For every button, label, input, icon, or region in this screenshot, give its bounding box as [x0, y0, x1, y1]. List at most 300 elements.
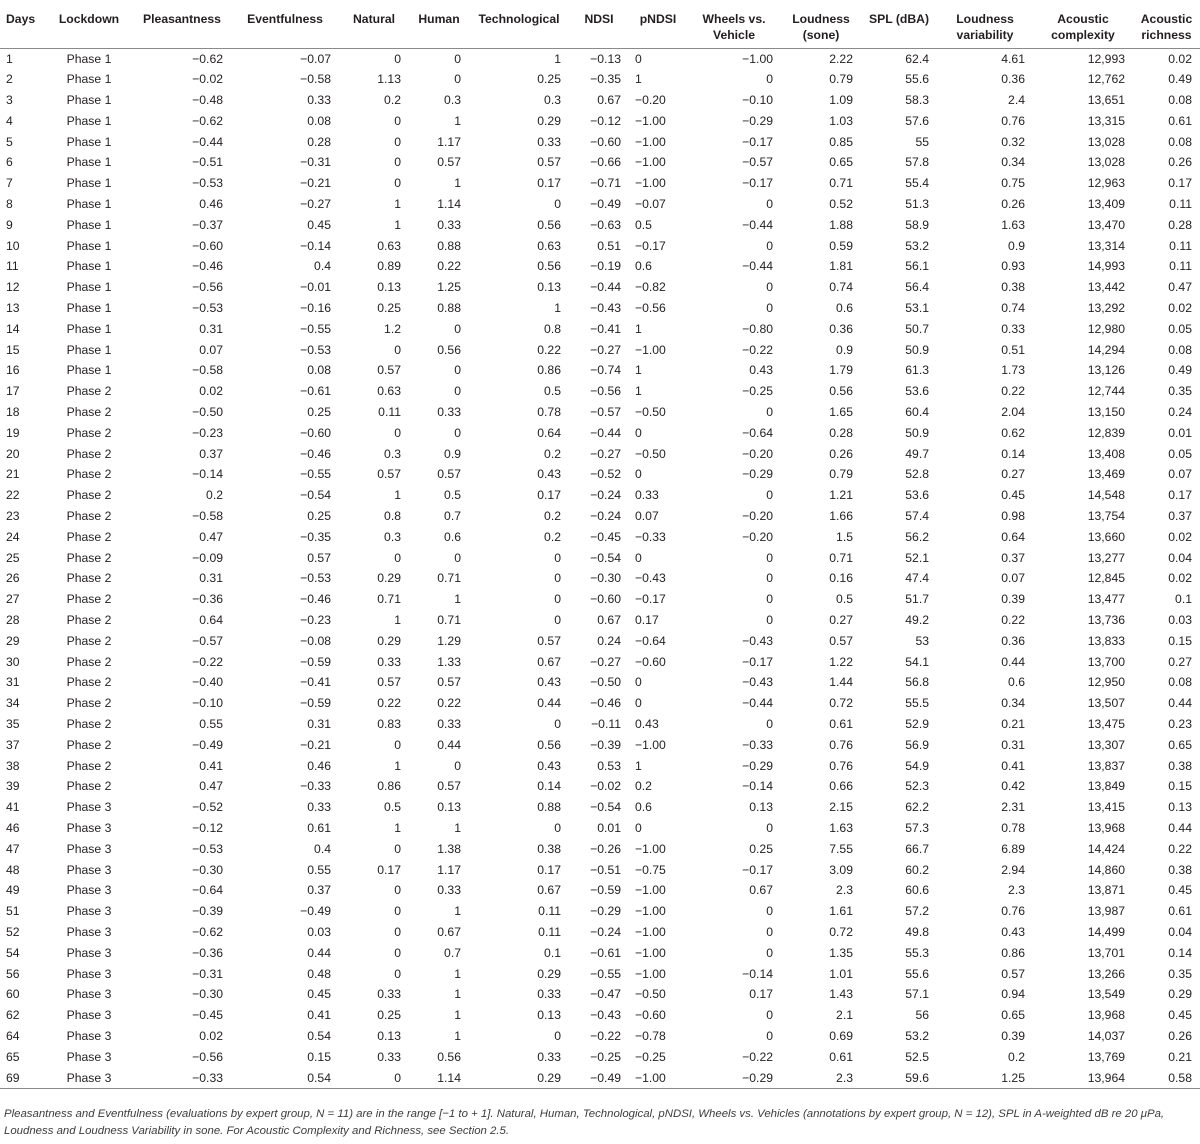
cell-lockdown: Phase 2 [66, 405, 112, 420]
cell-lockdown: Phase 1 [66, 176, 112, 191]
cell-days: 23 [6, 509, 20, 524]
cell-wheels-vs-vehicle: 0.17 [749, 987, 773, 1002]
cell-pndsi: 1 [635, 758, 642, 773]
cell-natural: 1.2 [384, 321, 401, 336]
cell-loudness-sone: 2.22 [829, 51, 853, 66]
cell-natural: 0.33 [377, 654, 401, 669]
cell-loudness-variability: 0.62 [1001, 425, 1025, 440]
cell-pndsi: 1 [635, 384, 642, 399]
cell-pndsi: −1.00 [635, 841, 666, 856]
cell-technological: 0.3 [544, 93, 561, 108]
cell-eventfulness: −0.21 [300, 737, 331, 752]
cell-acoustic-complexity: 13,470 [1087, 217, 1125, 232]
cell-acoustic-richness: 0.01 [1168, 425, 1192, 440]
cell-human: 0.88 [437, 238, 461, 253]
cell-loudness-variability: 0.78 [1001, 820, 1025, 835]
cell-pleasantness: 0.64 [199, 613, 223, 628]
cell-loudness-sone: 0.28 [829, 425, 853, 440]
cell-pndsi: −0.33 [635, 529, 666, 544]
cell-days: 4 [6, 113, 13, 128]
cell-ndsi: −0.22 [590, 1028, 621, 1043]
cell-loudness-sone: 1.21 [829, 488, 853, 503]
cell-spl-dba: 57.6 [905, 113, 929, 128]
cell-loudness-variability: 0.6 [1008, 675, 1025, 690]
table-row [0, 901, 1200, 922]
cell-natural: 0 [394, 51, 401, 66]
cell-spl-dba: 57.1 [905, 987, 929, 1002]
cell-wheels-vs-vehicle: 0 [766, 924, 773, 939]
cell-pndsi: −1.00 [635, 945, 666, 960]
cell-acoustic-richness: 0.49 [1168, 363, 1192, 378]
cell-lockdown: Phase 3 [66, 945, 112, 960]
cell-pndsi: −1.00 [635, 113, 666, 128]
cell-loudness-variability: 0.39 [1001, 592, 1025, 607]
cell-eventfulness: −0.23 [300, 613, 331, 628]
cell-pleasantness: −0.44 [192, 134, 223, 149]
cell-loudness-variability: 0.45 [1001, 488, 1025, 503]
cell-loudness-sone: 0.6 [836, 301, 853, 316]
cell-eventfulness: −0.31 [300, 155, 331, 170]
cell-days: 17 [6, 384, 20, 399]
cell-pleasantness: −0.33 [133, 1068, 231, 1089]
cell-natural: 0 [394, 945, 401, 960]
cell-loudness-variability: 0.38 [1001, 280, 1025, 295]
table-row [0, 1047, 1200, 1068]
cell-days: 15 [6, 342, 20, 357]
cell-spl-dba: 52.1 [905, 550, 929, 565]
cell-natural: 1 [394, 488, 401, 503]
cell-loudness-sone: 0.52 [829, 197, 853, 212]
cell-natural: 0 [394, 883, 401, 898]
cell-technological: 0.2 [544, 529, 561, 544]
cell-days: 46 [6, 820, 20, 835]
cell-acoustic-complexity: 12,963 [1087, 176, 1125, 191]
cell-human: 0.71 [437, 571, 461, 586]
cell-days: 12 [6, 280, 20, 295]
cell-spl-dba: 57.2 [905, 904, 929, 919]
cell-loudness-sone: 0.61 [829, 1049, 853, 1064]
cell-pleasantness: −0.58 [192, 363, 223, 378]
cell-eventfulness: 0.57 [307, 550, 331, 565]
cell-wheels-vs-vehicle: −0.29 [742, 758, 773, 773]
cell-loudness-variability: 2.4 [1008, 93, 1025, 108]
table-row [0, 735, 1200, 756]
cell-loudness-sone: 0.65 [829, 155, 853, 170]
cell-human: 0 [454, 51, 461, 66]
cell-wheels-vs-vehicle: −0.29 [742, 467, 773, 482]
cell-wheels-vs-vehicle: 0 [766, 550, 773, 565]
cell-pleasantness: 0.47 [199, 529, 223, 544]
cell-lockdown: Phase 1 [66, 155, 112, 170]
cell-days: 19 [6, 425, 20, 440]
cell-loudness-variability: 2.3 [1008, 883, 1025, 898]
cell-acoustic-complexity: 13,150 [1087, 405, 1125, 420]
cell-human: 0.7 [444, 509, 461, 524]
table-row [0, 111, 1200, 132]
cell-days: 29 [6, 633, 20, 648]
cell-loudness-variability: 0.98 [1001, 509, 1025, 524]
cell-technological: 0.56 [537, 737, 561, 752]
cell-ndsi: 0.67 [597, 613, 621, 628]
cell-spl-dba: 52.5 [905, 1049, 929, 1064]
cell-technological: 0.2 [544, 509, 561, 524]
cell-eventfulness: −0.16 [300, 301, 331, 316]
cell-lockdown: Phase 3 [66, 862, 112, 877]
cell-ndsi: −0.44 [590, 425, 621, 440]
cell-days: 27 [6, 592, 20, 607]
cell-loudness-sone: 2.15 [829, 800, 853, 815]
cell-technological: 0.29 [469, 1068, 569, 1089]
cell-lockdown: Phase 2 [66, 425, 112, 440]
cell-lockdown: Phase 2 [66, 654, 112, 669]
cell-acoustic-richness: 0.02 [1168, 529, 1192, 544]
cell-ndsi: −0.45 [590, 529, 621, 544]
cell-lockdown: Phase 3 [66, 800, 112, 815]
cell-wheels-vs-vehicle: 0 [766, 571, 773, 586]
cell-acoustic-complexity: 13,475 [1087, 717, 1125, 731]
cell-natural: 0 [394, 425, 401, 440]
table-row [0, 548, 1200, 569]
cell-wheels-vs-vehicle: −0.44 [742, 217, 773, 232]
cell-eventfulness: 0.54 [307, 1028, 331, 1043]
cell-human: 0.56 [437, 1049, 461, 1064]
cell-human: 0.22 [437, 259, 461, 274]
cell-acoustic-complexity: 13,028 [1087, 155, 1125, 170]
cell-loudness-variability: 0.74 [1001, 301, 1025, 316]
cell-days: 38 [6, 758, 20, 773]
cell-days: 14 [6, 321, 20, 336]
cell-loudness-variability: 0.65 [1001, 1008, 1025, 1023]
cell-natural: 0.5 [384, 800, 401, 815]
cell-pndsi: 0 [635, 696, 642, 711]
table-row [0, 797, 1200, 818]
cell-lockdown: Phase 1 [66, 280, 112, 295]
cell-days: 48 [6, 862, 20, 877]
cell-ndsi: −0.54 [590, 550, 621, 565]
cell-eventfulness: 0.31 [307, 717, 331, 731]
cell-wheels-vs-vehicle: −0.44 [742, 259, 773, 274]
cell-eventfulness: 0.61 [307, 820, 331, 835]
cell-wheels-vs-vehicle: −1.00 [742, 51, 773, 66]
cell-pndsi: 0 [635, 51, 642, 66]
column-header-ndsi: NDSI [569, 0, 629, 48]
cell-human: 0 [454, 550, 461, 565]
cell-human: 0.44 [437, 737, 461, 752]
cell-pndsi: 0.07 [635, 509, 659, 524]
column-header-acoustic-richness: Acoustic richness [1133, 0, 1200, 48]
cell-spl-dba: 58.3 [905, 93, 929, 108]
cell-wheels-vs-vehicle: 0 [766, 820, 773, 835]
cell-loudness-variability: 0.44 [1001, 654, 1025, 669]
table-row [0, 714, 1200, 735]
cell-days: 24 [6, 529, 20, 544]
cell-pndsi: −1.00 [635, 904, 666, 919]
column-header-human: Human [409, 0, 469, 48]
cell-pndsi: −0.64 [635, 633, 666, 648]
cell-loudness-sone: 3.09 [829, 862, 853, 877]
cell-wheels-vs-vehicle: −0.44 [742, 696, 773, 711]
cell-spl-dba: 49.2 [905, 613, 929, 628]
cell-technological: 0.1 [544, 945, 561, 960]
cell-pndsi: −0.20 [635, 93, 666, 108]
cell-pndsi: −1.00 [635, 883, 666, 898]
cell-pndsi: −0.50 [635, 987, 666, 1002]
column-header-acoustic-complexity: Acoustic complexity [1033, 0, 1133, 48]
cell-pleasantness: −0.58 [192, 509, 223, 524]
cell-acoustic-richness: 0.05 [1168, 446, 1192, 461]
cell-eventfulness: −0.07 [300, 51, 331, 66]
cell-loudness-variability: 2.31 [1001, 800, 1025, 815]
cell-natural: 0.17 [377, 862, 401, 877]
cell-spl-dba: 66.7 [905, 841, 929, 856]
cell-pleasantness: −0.50 [192, 405, 223, 420]
cell-eventfulness: −0.21 [300, 176, 331, 191]
cell-pndsi: −0.25 [635, 1049, 666, 1064]
cell-pleasantness: 0.55 [199, 717, 223, 731]
cell-spl-dba: 62.2 [905, 800, 929, 815]
table-row [0, 381, 1200, 402]
cell-eventfulness: −0.60 [300, 425, 331, 440]
cell-days: 9 [6, 217, 13, 232]
cell-technological: 0.63 [537, 238, 561, 253]
cell-pndsi: −0.43 [635, 571, 666, 586]
cell-ndsi: −0.27 [590, 446, 621, 461]
cell-technological: 0.22 [537, 342, 561, 357]
cell-spl-dba: 52.9 [905, 717, 929, 731]
cell-pleasantness: −0.62 [192, 51, 223, 66]
cell-technological: 0 [554, 613, 561, 628]
cell-acoustic-complexity: 13,660 [1087, 529, 1125, 544]
cell-pndsi: −0.17 [635, 238, 666, 253]
header-row [0, 0, 1200, 48]
table-row [0, 672, 1200, 693]
cell-lockdown: Phase 2 [66, 550, 112, 565]
cell-loudness-sone: 1.03 [829, 113, 853, 128]
cell-days: 6 [6, 155, 13, 170]
cell-loudness-variability: 2.94 [1001, 862, 1025, 877]
cell-lockdown: Phase 2 [66, 737, 112, 752]
cell-loudness-variability: 0.22 [1001, 384, 1025, 399]
cell-acoustic-complexity: 13,549 [1087, 987, 1125, 1002]
cell-pndsi: 0.6 [635, 800, 652, 815]
cell-loudness-variability: 0.37 [1001, 550, 1025, 565]
cell-wheels-vs-vehicle: −0.20 [742, 529, 773, 544]
cell-pleasantness: 0.46 [199, 197, 223, 212]
column-header-lockdown: Lockdown [45, 0, 133, 48]
cell-loudness-sone: 7.55 [829, 841, 853, 856]
cell-eventfulness: 0.37 [307, 883, 331, 898]
column-header-loudness-sone: Loudness (sone) [781, 0, 861, 48]
cell-loudness-sone: 2.3 [781, 1068, 861, 1089]
cell-days: 10 [6, 238, 20, 253]
table-row [0, 69, 1200, 90]
cell-acoustic-complexity: 13,314 [1087, 238, 1125, 253]
cell-wheels-vs-vehicle: −0.14 [742, 779, 773, 794]
cell-natural: 0.25 [377, 301, 401, 316]
cell-wheels-vs-vehicle: 0 [766, 238, 773, 253]
cell-eventfulness: −0.46 [300, 446, 331, 461]
table-row [0, 48, 1200, 69]
cell-human: 1 [454, 820, 461, 835]
cell-pleasantness: 0.02 [199, 1028, 223, 1043]
cell-eventfulness: −0.59 [300, 696, 331, 711]
cell-pleasantness: −0.36 [192, 592, 223, 607]
cell-ndsi: −0.60 [590, 134, 621, 149]
cell-pndsi: −0.50 [635, 446, 666, 461]
cell-wheels-vs-vehicle: 0.43 [749, 363, 773, 378]
cell-human: 0.7 [444, 945, 461, 960]
cell-spl-dba: 56.9 [905, 737, 929, 752]
cell-human: 0.33 [437, 405, 461, 420]
table-row [0, 152, 1200, 173]
cell-acoustic-richness: 0.17 [1168, 176, 1192, 191]
cell-acoustic-complexity: 13,964 [1033, 1068, 1133, 1089]
cell-ndsi: −0.41 [590, 321, 621, 336]
cell-loudness-variability: 0.34 [1001, 696, 1025, 711]
cell-technological: 0.33 [537, 1049, 561, 1064]
cell-acoustic-richness: 0.45 [1168, 883, 1192, 898]
table-row [0, 360, 1200, 381]
cell-natural: 0 [394, 924, 401, 939]
cell-loudness-variability: 4.61 [1001, 51, 1025, 66]
cell-loudness-sone: 0.71 [829, 550, 853, 565]
cell-technological: 0.11 [538, 924, 561, 939]
cell-pleasantness: −0.51 [192, 155, 223, 170]
cell-lockdown: Phase 2 [66, 592, 112, 607]
cell-technological: 0.17 [537, 176, 561, 191]
cell-human: 0.33 [437, 883, 461, 898]
cell-wheels-vs-vehicle: 0 [766, 488, 773, 503]
cell-pleasantness: −0.46 [192, 259, 223, 274]
cell-natural: 0.11 [378, 405, 401, 420]
cell-eventfulness: 0.03 [307, 924, 331, 939]
cell-technological: 0.57 [537, 155, 561, 170]
cell-loudness-sone: 1.43 [829, 987, 853, 1002]
cell-eventfulness: 0.45 [307, 987, 331, 1002]
cell-eventfulness: −0.35 [300, 529, 331, 544]
cell-human: 0.5 [444, 488, 461, 503]
table-row [0, 1026, 1200, 1047]
cell-technological: 0.33 [537, 987, 561, 1002]
cell-lockdown: Phase 2 [66, 467, 112, 482]
cell-ndsi: −0.19 [590, 259, 621, 274]
cell-natural: 0 [339, 1068, 409, 1089]
cell-lockdown: Phase 1 [66, 197, 112, 212]
cell-spl-dba: 61.3 [905, 363, 929, 378]
cell-eventfulness: −0.61 [300, 384, 331, 399]
cell-pleasantness: −0.57 [192, 633, 223, 648]
cell-technological: 0.56 [537, 259, 561, 274]
cell-acoustic-complexity: 13,837 [1087, 758, 1125, 773]
cell-pleasantness: −0.39 [192, 904, 223, 919]
cell-human: 0.9 [444, 446, 461, 461]
cell-human: 0.33 [437, 717, 461, 731]
cell-pndsi: −0.56 [635, 301, 666, 316]
cell-lockdown: Phase 1 [66, 321, 112, 336]
cell-spl-dba: 56.4 [905, 280, 929, 295]
cell-natural: 1 [394, 197, 401, 212]
cell-spl-dba: 60.2 [905, 862, 929, 877]
cell-eventfulness: −0.08 [300, 633, 331, 648]
table-row [0, 776, 1200, 797]
cell-spl-dba: 55.6 [905, 72, 929, 87]
cell-days: 54 [6, 945, 20, 960]
cell-acoustic-complexity: 14,294 [1087, 342, 1125, 357]
cell-acoustic-richness: 0.13 [1168, 800, 1192, 815]
cell-loudness-variability: 0.36 [1001, 633, 1025, 648]
cell-ndsi: −0.55 [590, 966, 621, 981]
cell-spl-dba: 56.8 [905, 675, 929, 690]
cell-days: 8 [6, 197, 13, 212]
cell-days: 18 [6, 405, 20, 420]
cell-ndsi: −0.51 [590, 862, 621, 877]
cell-technological: 0.38 [537, 841, 561, 856]
column-header-pleasantness: Pleasantness [133, 0, 231, 48]
cell-acoustic-complexity: 13,754 [1087, 509, 1125, 524]
cell-acoustic-complexity: 13,266 [1087, 966, 1125, 981]
cell-days: 65 [6, 1049, 20, 1064]
cell-technological: 0.29 [537, 966, 561, 981]
cell-loudness-sone: 1.63 [829, 820, 853, 835]
cell-spl-dba: 54.1 [905, 654, 929, 669]
cell-acoustic-complexity: 13,307 [1087, 737, 1125, 752]
cell-pndsi: −1.00 [635, 134, 666, 149]
table-row [0, 90, 1200, 111]
cell-acoustic-complexity: 13,968 [1087, 1008, 1125, 1023]
cell-loudness-sone: 1.79 [829, 363, 853, 378]
cell-human: 0.56 [437, 342, 461, 357]
cell-technological: 0.67 [537, 654, 561, 669]
cell-pleasantness: −0.53 [192, 301, 223, 316]
cell-acoustic-richness: 0.08 [1168, 93, 1192, 108]
cell-eventfulness: −0.27 [300, 197, 331, 212]
cell-wheels-vs-vehicle: −0.25 [742, 384, 773, 399]
cell-natural: 0.29 [377, 571, 401, 586]
cell-technological: 0.5 [544, 384, 561, 399]
cell-natural: 0 [394, 342, 401, 357]
column-header-natural: Natural [339, 0, 409, 48]
cell-pleasantness: −0.23 [192, 425, 223, 440]
cell-technological: 0.56 [537, 217, 561, 232]
cell-acoustic-complexity: 14,860 [1087, 862, 1125, 877]
cell-natural: 0.57 [377, 363, 401, 378]
cell-pleasantness: −0.64 [192, 883, 223, 898]
cell-loudness-sone: 0.85 [829, 134, 853, 149]
cell-acoustic-richness: 0.11 [1169, 238, 1192, 253]
cell-pleasantness: −0.30 [192, 987, 223, 1002]
cell-acoustic-richness: 0.22 [1168, 841, 1192, 856]
cell-acoustic-complexity: 13,415 [1087, 800, 1125, 815]
cell-human: 1.25 [437, 280, 461, 295]
cell-acoustic-complexity: 12,993 [1087, 51, 1125, 66]
cell-wheels-vs-vehicle: 0 [766, 613, 773, 628]
cell-acoustic-complexity: 12,980 [1087, 321, 1125, 336]
cell-acoustic-complexity: 13,408 [1087, 446, 1125, 461]
cell-technological: 0.17 [537, 488, 561, 503]
cell-ndsi: −0.29 [590, 904, 621, 919]
cell-acoustic-richness: 0.61 [1168, 904, 1192, 919]
cell-days: 69 [0, 1068, 45, 1089]
cell-wheels-vs-vehicle: −0.80 [742, 321, 773, 336]
cell-spl-dba: 53.6 [905, 384, 929, 399]
cell-pndsi: −1.00 [635, 737, 666, 752]
table-row [0, 194, 1200, 215]
cell-wheels-vs-vehicle: −0.10 [742, 93, 773, 108]
cell-wheels-vs-vehicle: −0.22 [742, 342, 773, 357]
cell-lockdown: Phase 2 [66, 529, 112, 544]
cell-loudness-variability: 0.36 [1001, 72, 1025, 87]
cell-technological: 0.43 [537, 758, 561, 773]
